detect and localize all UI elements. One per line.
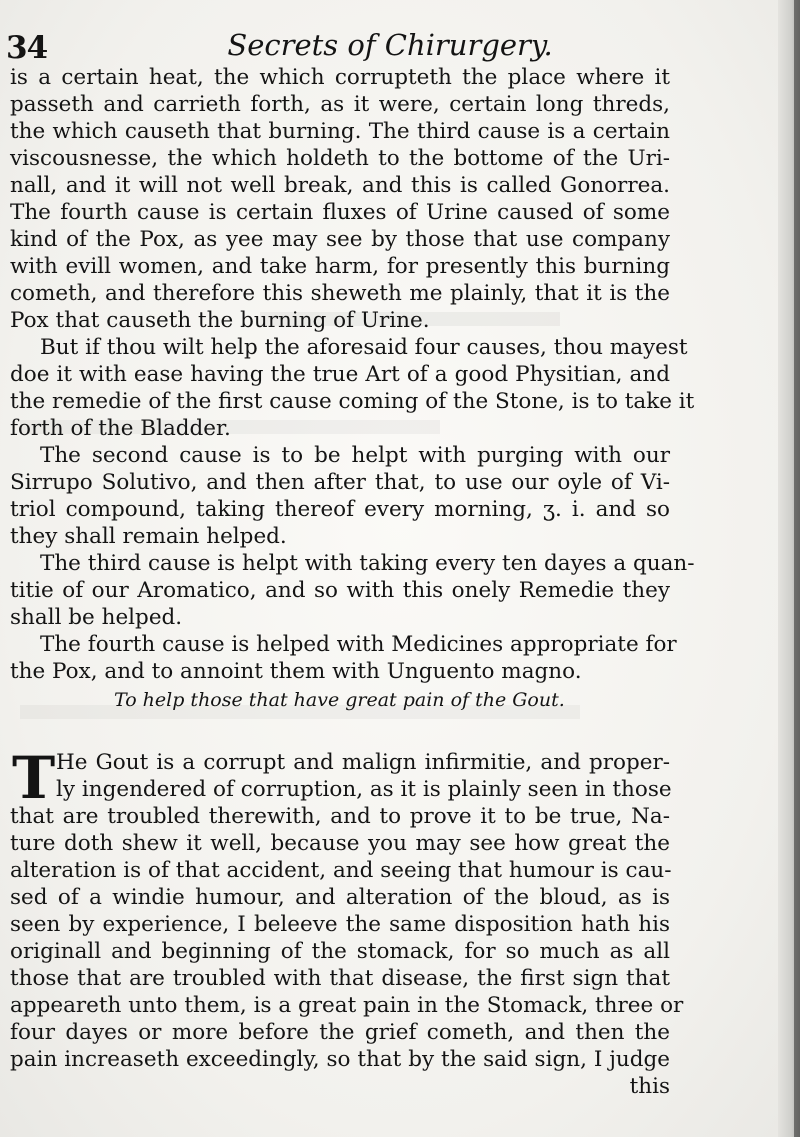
page-header (0, 20, 780, 66)
text-line: viscousnesse, the which holdeth to the bottome of the Uri- (10, 146, 670, 171)
text-line: Sirrupo Solutivo, and then after that, to use our oyle of Vi- (10, 470, 670, 495)
running-head: Secrets of Chirurgery. (227, 28, 553, 62)
text-line: the Pox, and to annoint them with Unguento magno. (10, 659, 582, 684)
text-line: The second cause is to be helpt with purging with our (40, 443, 670, 468)
text-line: ture doth shew it well, because you may see how great the (10, 831, 670, 856)
text-line: Pox that causeth the burning of Urine. (10, 308, 430, 333)
page-edge-shadow (778, 0, 800, 1137)
text-line: the remedie of the first cause coming of the Stone, is to take it (10, 389, 695, 414)
text-line: the which causeth that burning. The third cause is a certain (10, 119, 670, 144)
text-line: is a certain heat, the which corrupteth the place where it (10, 65, 670, 90)
text-line: The fourth cause is certain fluxes of Urine caused of some (10, 200, 670, 225)
text-line: seen by experience, I beleeve the same disposition hath his (10, 912, 670, 937)
text-line: cometh, and therefore this sheweth me plainly, that it is the (10, 281, 670, 306)
text-line: The third cause is helpt with taking every ten dayes a quan- (40, 551, 695, 576)
text-line: kind of the Pox, as yee may see by those that use company (10, 227, 670, 252)
text-line: alteration is of that accident, and seeing that humour is cau- (10, 858, 672, 883)
text-line: shall be helped. (10, 605, 183, 630)
text-line: with evill women, and take harm, for presently this burning (10, 254, 670, 279)
text-line: four dayes or more before the grief cometh, and then the (10, 1020, 670, 1045)
text-line: sed of a windie humour, and alteration of the bloud, as is (10, 885, 670, 910)
section-subheading: To help those that have great pain of the Gout. (114, 689, 565, 711)
text-line: those that are troubled with that disease, the first sign that (10, 966, 670, 991)
paragraph-gout (10, 744, 684, 1100)
text-line: pain increaseth exceedingly, so that by the said sign, I judge (10, 1047, 670, 1072)
text-line: that are troubled therewith, and to prove it to be true, Na- (10, 804, 670, 829)
paragraph-urine-causes (10, 64, 670, 334)
page-number: 34 (6, 30, 48, 66)
text-line: But if thou wilt help the aforesaid four causes, thou mayest (40, 335, 688, 360)
drop-cap: T (12, 744, 56, 812)
section-gap (10, 715, 670, 749)
text-line: nall, and it will not well break, and this is called Gonorrea. (10, 173, 670, 198)
text-line: forth of the Bladder. (10, 416, 231, 441)
paragraph-fourth-cause (10, 631, 677, 685)
text-line: they shall remain helped. (10, 524, 287, 549)
paragraph-second-cause (10, 442, 670, 550)
text-line: He Gout is a corrupt and malign infirmitie, and proper- (56, 750, 670, 775)
text-line: triol compound, taking thereof every morning, ʒ. i. and so (10, 497, 670, 522)
text-line: passeth and carrieth forth, as it were, certain long threds, (10, 92, 670, 117)
text-line: doe it with ease having the true Art of a good Physitian, and (10, 362, 670, 387)
text-line: ly ingendered of corruption, as it is plainly seen in those (56, 777, 672, 802)
text-line: titie of our Aromatico, and so with this onely Remedie they (10, 578, 670, 603)
paragraph-third-cause (10, 550, 695, 631)
text-line: appeareth unto them, is a great pain in the Stomack, three or (10, 993, 684, 1018)
body-text (10, 64, 695, 1100)
text-line: The fourth cause is helped with Medicines appropriate for (40, 632, 677, 657)
paragraph-remedy-first (10, 334, 695, 442)
catchword: this (629, 1074, 670, 1099)
text-line: originall and beginning of the stomack, for so much as all (10, 939, 670, 964)
